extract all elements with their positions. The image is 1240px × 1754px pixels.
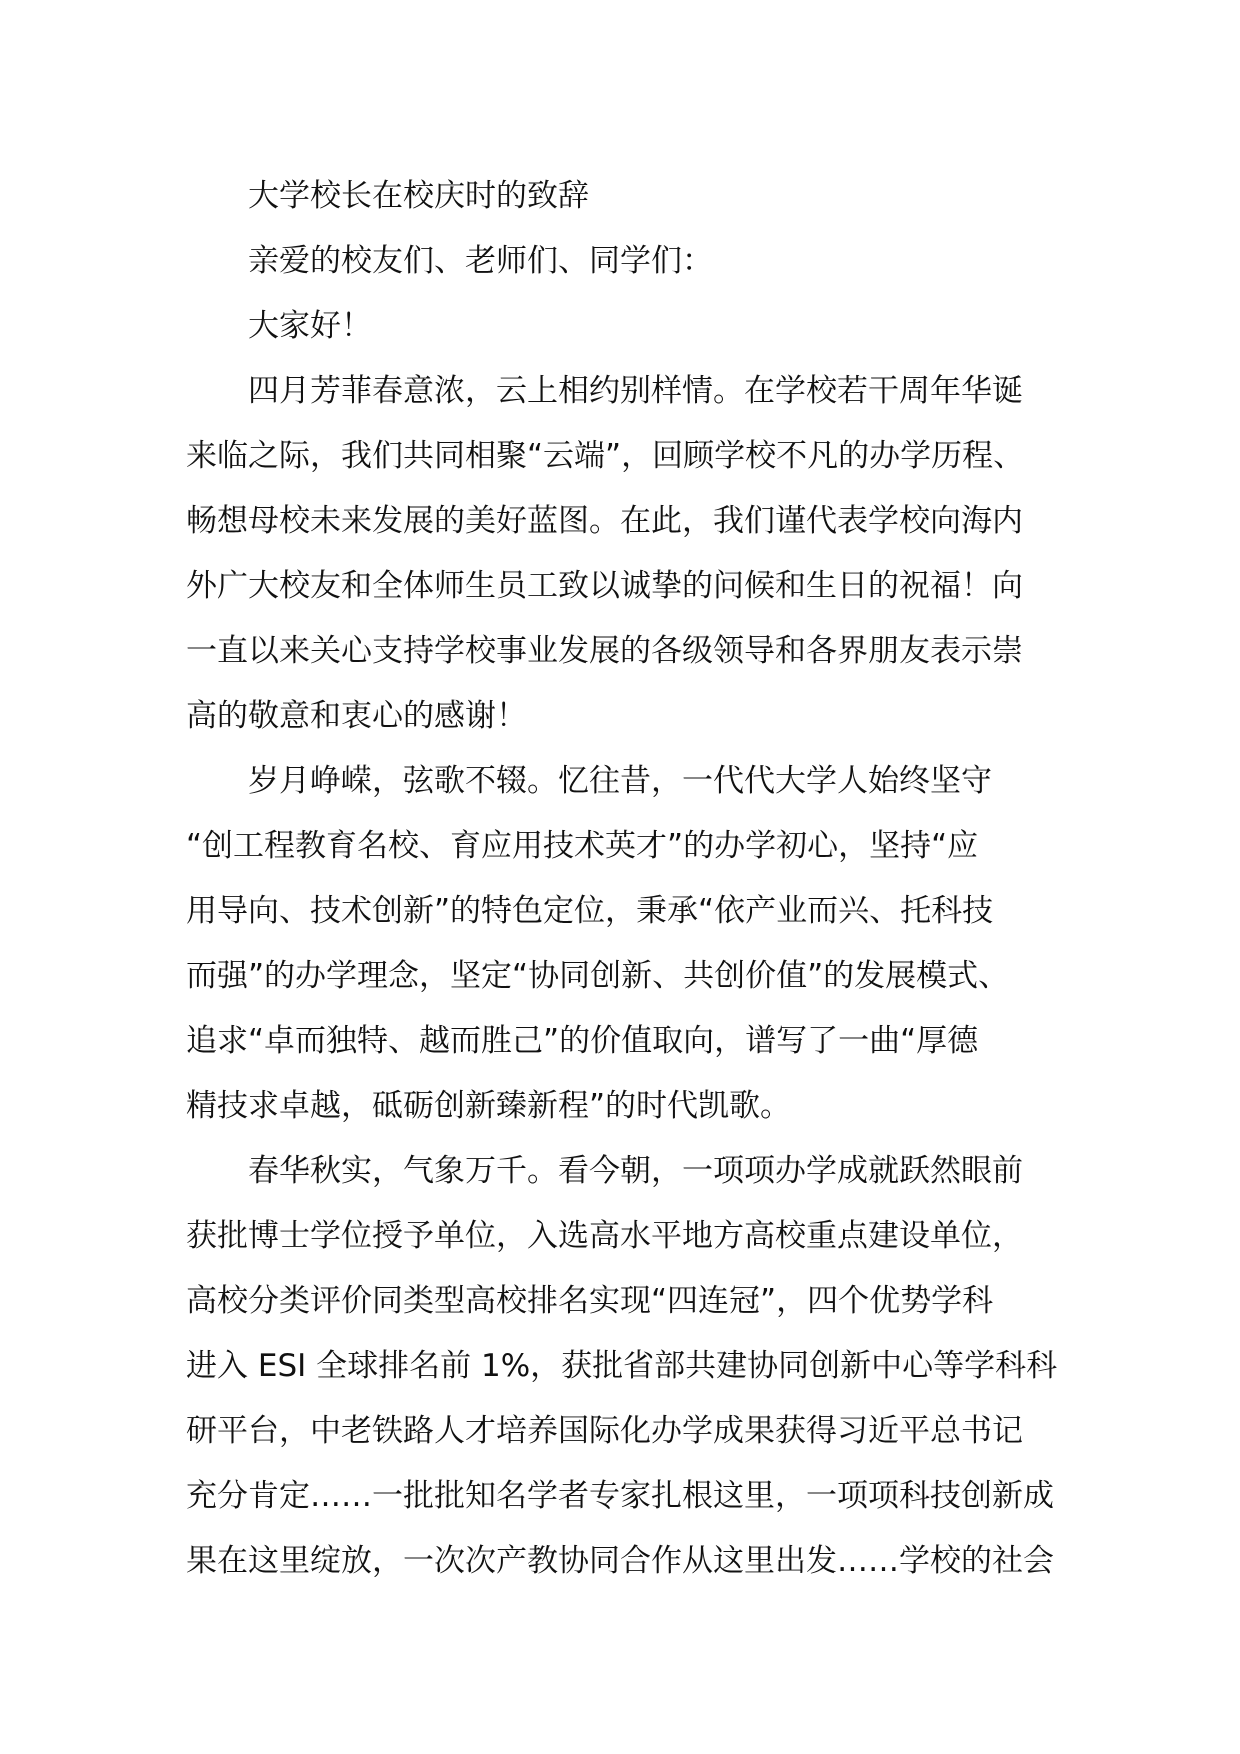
- paragraph-line: 外广大校友和全体师生员工致以诚挚的问候和生日的祝福！向: [186, 568, 1023, 604]
- paragraph-line: 研平台，中老铁路人才培养国际化办学成果获得习近平总书记: [186, 1413, 1023, 1449]
- paragraph-line: 岁月峥嵘，弦歌不辍。忆往昔，一代代大学人始终坚守: [248, 763, 992, 799]
- greeting-line: 大家好！: [248, 308, 372, 344]
- paragraph-line: 高的敬意和衷心的感谢！: [186, 698, 527, 734]
- paragraph-line: 四月芳菲春意浓，云上相约别样情。在学校若干周年华诞: [248, 373, 1023, 409]
- paragraph-line: 精技求卓越，砥砺创新臻新程”的时代凯歌。: [186, 1088, 792, 1124]
- paragraph-line: 果在这里绽放，一次次产教协同合作从这里出发……学校的社会: [186, 1543, 1054, 1579]
- paragraph-line: 用导向、技术创新”的特色定位，秉承“依产业而兴、托科技: [186, 893, 994, 929]
- paragraph-line: 而强”的办学理念，坚定“协同创新、共创价值”的发展模式、: [186, 958, 1010, 994]
- salutation: 亲爱的校友们、老师们、同学们：: [248, 243, 713, 279]
- paragraph-line: 一直以来关心支持学校事业发展的各级领导和各界朋友表示崇: [186, 633, 1023, 669]
- paragraph-line: “创工程教育名校、育应用技术英才”的办学初心，坚持“应: [186, 828, 979, 864]
- paragraph: [186, 749, 1066, 1139]
- document-title: 大学校长在校庆时的致辞: [248, 178, 589, 214]
- paragraph-line: 高校分类评价同类型高校排名实现“四连冠”，四个优势学科: [186, 1283, 994, 1319]
- paragraph-line: 春华秋实，气象万千。看今朝，一项项办学成就跃然眼前: [248, 1153, 1023, 1189]
- paragraph-line: 追求“卓而独特、越而胜己”的价值取向，谱写了一曲“厚德: [186, 1023, 979, 1059]
- paragraph-line: 获批博士学位授予单位，入选高水平地方高校重点建设单位，: [186, 1218, 1023, 1254]
- document-body: [186, 164, 1066, 1594]
- paragraph-line: 充分肯定……一批批知名学者专家扎根这里，一项项科技创新成: [186, 1478, 1054, 1514]
- paragraph-line: 进入 ESI 全球排名前 1%，获批省部共建协同创新中心等学科科: [186, 1348, 1058, 1384]
- paragraph-line: 畅想母校未来发展的美好蓝图。在此，我们谨代表学校向海内: [186, 503, 1023, 539]
- paragraph-line: 来临之际，我们共同相聚“云端”，回顾学校不凡的办学历程、: [186, 438, 1025, 474]
- paragraph: [186, 1139, 1066, 1594]
- paragraph: [186, 359, 1066, 749]
